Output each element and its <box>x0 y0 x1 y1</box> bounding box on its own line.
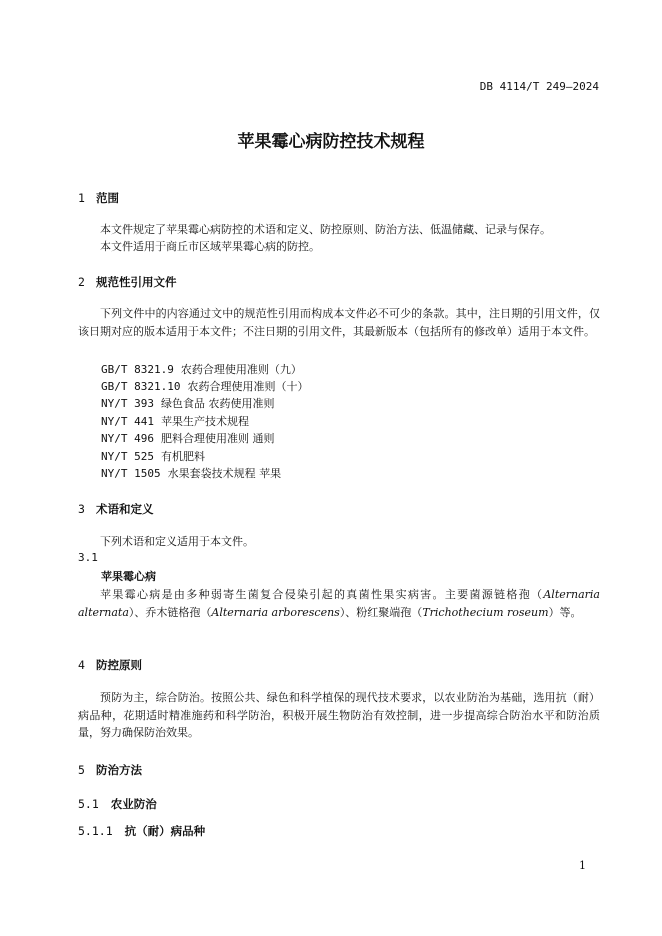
section-title: 防控原则 <box>96 658 142 672</box>
section-number: 2 <box>78 275 85 289</box>
page-title: 苹果霉心病防控技术规程 <box>237 132 425 152</box>
reference-item <box>101 448 205 464</box>
subsection-heading-5-1 <box>78 796 157 812</box>
species-name: Alternaria arborescens <box>211 605 340 619</box>
reference-name: 农药合理使用准则（十） <box>187 380 309 393</box>
reference-code: NY/T 393 <box>101 397 154 410</box>
reference-item <box>101 395 274 411</box>
definition-text: ）等。 <box>548 605 582 619</box>
term-number: 3.1 <box>78 551 98 564</box>
reference-name: 苹果生产技术规程 <box>160 415 249 428</box>
reference-item <box>101 465 281 481</box>
page-number: 1 <box>579 859 586 872</box>
paragraph: 本文件适用于商丘市区域苹果霉心病的防控。 <box>100 240 320 253</box>
reference-item <box>101 413 249 429</box>
species-name: Alternaria alternata <box>78 588 600 619</box>
subsection-number: 5.1.1 <box>78 824 113 838</box>
reference-item <box>101 430 274 446</box>
reference-code: NY/T 496 <box>101 432 154 445</box>
reference-item <box>101 378 308 394</box>
paragraph: 预防为主，综合防治。按照公共、绿色和科学植保的现代技术要求，以农业防治为基础，选用抗（耐）病品种，花期适时精准施药和科学防治，积极开展生物防治有效控制，进一步提高综合防治水平和防治质量，努力确保防治效果。 <box>78 691 600 739</box>
definition-text: 苹果霉心病是由多种弱寄生菌复合侵染引起的真菌性果实病害。主要菌源链格孢（ <box>100 588 544 601</box>
definition-text: ）、乔木链格孢（ <box>128 605 212 619</box>
reference-code: NY/T 525 <box>101 450 154 463</box>
reference-code: GB/T 8321.10 <box>101 380 181 393</box>
section-heading-1 <box>78 190 119 206</box>
paragraph: 下列术语和定义适用于本文件。 <box>100 535 254 548</box>
definition-text: ）、粉红聚端孢（ <box>339 605 423 619</box>
reference-name: 有机肥料 <box>160 450 205 463</box>
section-number: 4 <box>78 658 85 672</box>
subsection-title: 抗（耐）病品种 <box>124 824 206 838</box>
section-heading-4 <box>78 657 142 673</box>
reference-name: 肥料合理使用准则 通则 <box>160 432 275 445</box>
subsection-number: 5.1 <box>78 797 99 811</box>
paragraph: 下列文件中的内容通过文中的规范性引用而构成本文件必不可少的条款。其中，注日期的引用文件，仅该日期对应的版本适用于本文件；不注日期的引用文件，其最新版本（包括所有的修改单）适用于本文件。 <box>78 307 600 338</box>
section-number: 5 <box>78 763 85 777</box>
section-title: 范围 <box>96 191 119 205</box>
section-number: 1 <box>78 191 85 205</box>
section-heading-2 <box>78 274 177 290</box>
paragraph: 本文件规定了苹果霉心病防控的术语和定义、防控原则、防治方法、低温储藏、记录与保存。 <box>100 223 551 236</box>
section-number: 3 <box>78 502 85 516</box>
section-title: 防治方法 <box>96 763 142 777</box>
reference-item <box>101 361 302 377</box>
term-name: 苹果霉心病 <box>101 570 156 583</box>
document-id: DB 4114/T 249—2024 <box>479 80 599 93</box>
reference-name: 绿色食品 农药使用准则 <box>160 397 275 410</box>
species-name: Trichothecium roseum <box>422 605 549 619</box>
reference-name: 水果套袋技术规程 苹果 <box>167 467 282 480</box>
reference-code: GB/T 8321.9 <box>101 363 174 376</box>
section-title: 术语和定义 <box>96 502 154 516</box>
section-heading-5 <box>78 762 142 778</box>
section-heading-3 <box>78 501 154 517</box>
section-title: 规范性引用文件 <box>96 275 177 289</box>
reference-name: 农药合理使用准则（九） <box>180 363 302 376</box>
term-definition <box>78 586 600 621</box>
reference-code: NY/T 1505 <box>101 467 161 480</box>
subsection-heading-5-1-1 <box>78 823 205 839</box>
subsection-title: 农业防治 <box>110 797 157 811</box>
reference-code: NY/T 441 <box>101 415 154 428</box>
